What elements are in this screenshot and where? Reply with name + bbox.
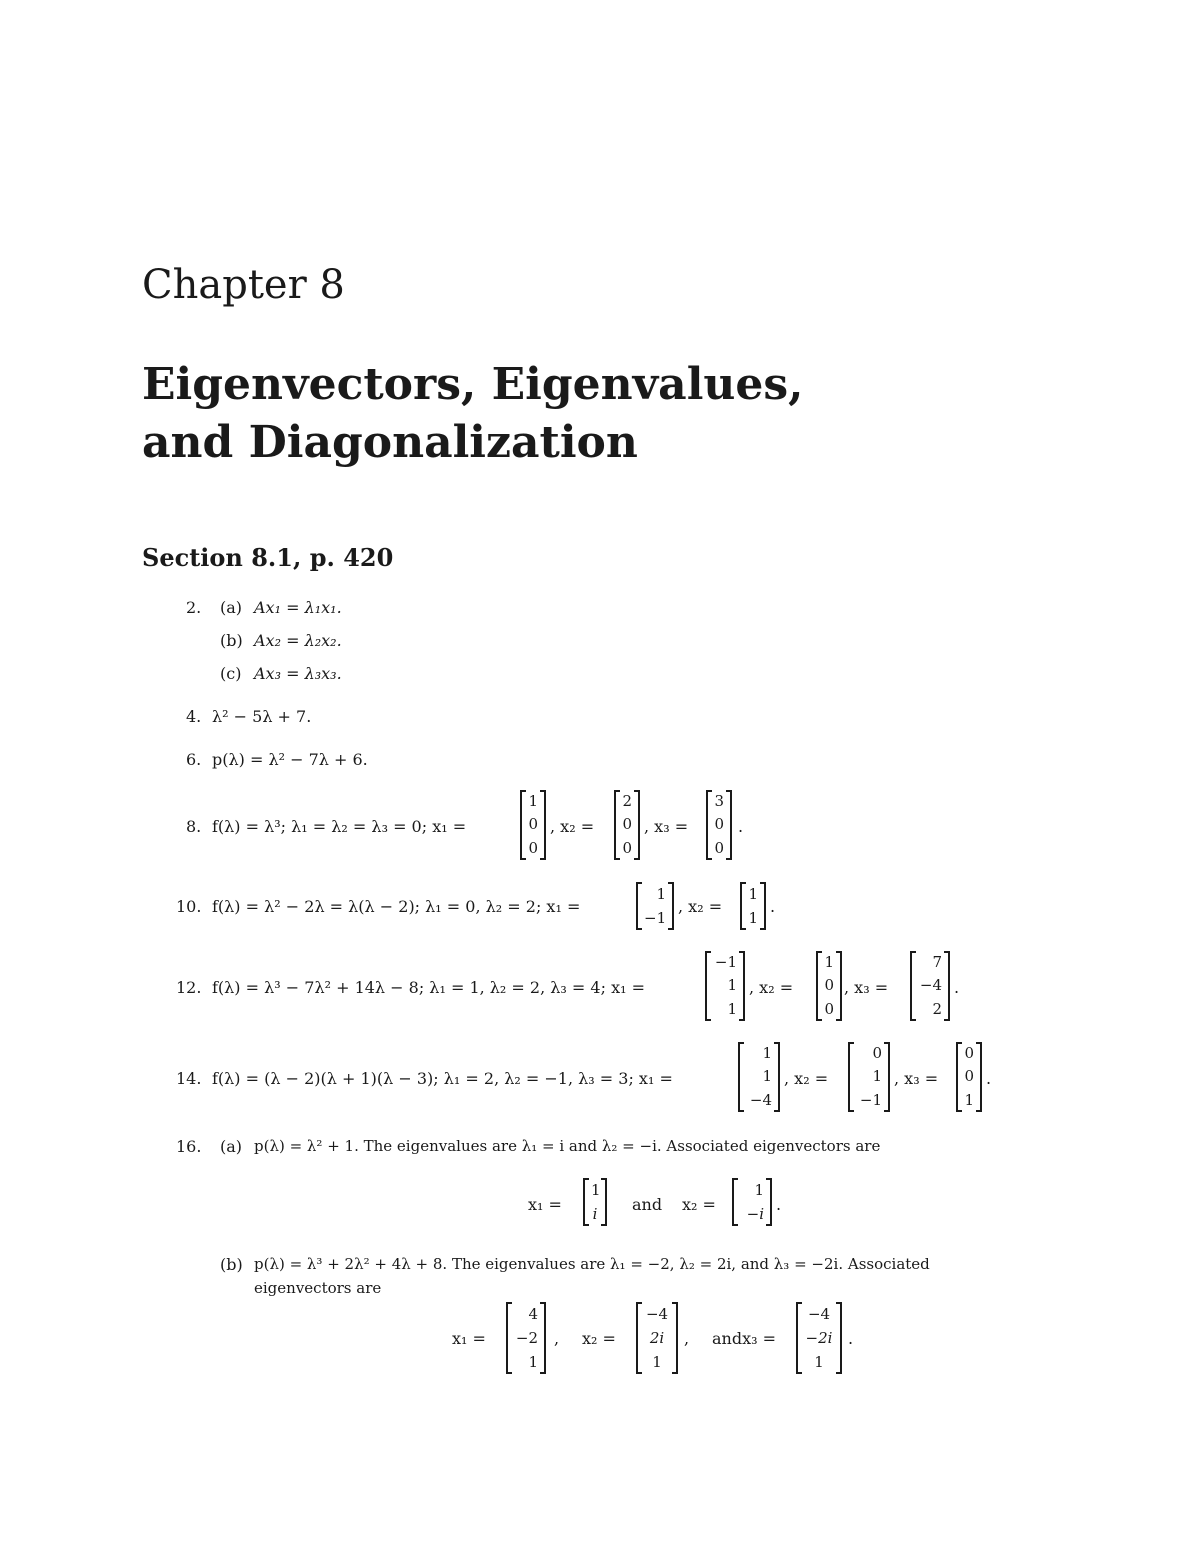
problem-16b-sep-2: , xyxy=(684,1329,690,1348)
matrix-entry: 1 xyxy=(754,1180,764,1199)
problem-16b-x3-matrix xyxy=(796,1302,842,1374)
problem-6-number: 6. xyxy=(186,750,202,769)
problem-12-x2-matrix xyxy=(816,951,842,1021)
matrix-entry: −1 xyxy=(859,1090,882,1109)
matrix-entry: −4 xyxy=(749,1090,772,1109)
problem-16a-text: p(λ) = λ² + 1. The eigenvalues are λ₁ = i and λ₂ = −i. Associated eigenvectors are xyxy=(254,1137,881,1155)
matrix-entry: −2 xyxy=(515,1328,538,1347)
matrix-entry: 1 xyxy=(656,884,666,903)
problem-8-number: 8. xyxy=(186,817,202,836)
problem-16b-label: (b) xyxy=(220,1255,243,1274)
matrix-entry: 1 xyxy=(591,1180,601,1199)
matrix-entry: 1 xyxy=(727,976,737,995)
problem-10-x1-matrix xyxy=(636,882,674,930)
problem-8-sep-x3: , x₃ = xyxy=(644,817,689,836)
problem-16b-sep-1: , xyxy=(554,1329,560,1348)
matrix-entry: 2 xyxy=(622,792,632,811)
matrix-entry: 0 xyxy=(872,1044,882,1063)
matrix-entry: 3 xyxy=(714,792,724,811)
problem-16a-and: and xyxy=(632,1195,663,1214)
problem-10-sep-x2: , x₂ = xyxy=(678,897,723,916)
matrix-entry: −4 xyxy=(919,976,942,995)
problem-12-sep-x3: , x₃ = xyxy=(844,978,889,997)
problem-12-sep-x2: , x₂ = xyxy=(749,978,794,997)
problem-16b-text: p(λ) = λ³ + 2λ² + 4λ + 8. The eigenvalues are λ₁ = −2, λ₂ = 2i, and λ₃ = −2i. Associated xyxy=(254,1255,930,1273)
chapter-title: Eigenvectors, Eigenvalues, and Diagonalization xyxy=(142,359,804,468)
problem-8-x3-matrix xyxy=(706,790,732,860)
problem-10-end: . xyxy=(770,897,776,916)
matrix-entry: 0 xyxy=(622,815,632,834)
matrix-entry: 1 xyxy=(727,999,737,1018)
matrix-entry: 0 xyxy=(528,838,538,857)
problem-12-number: 12. xyxy=(176,978,202,997)
matrix-entry: 1 xyxy=(762,1044,772,1063)
problem-2c-label: (c) xyxy=(220,664,242,683)
matrix-entry: 0 xyxy=(714,815,724,834)
matrix-entry: 0 xyxy=(714,838,724,857)
problem-14-x2-matrix xyxy=(848,1042,890,1112)
matrix-entry: −1 xyxy=(714,953,737,972)
problem-16b-x2-matrix xyxy=(636,1302,678,1374)
matrix-entry: −i xyxy=(746,1204,764,1223)
problem-16a-label: (a) xyxy=(220,1137,243,1156)
problem-16b-x1-matrix xyxy=(506,1302,546,1374)
problem-14-x1-matrix xyxy=(738,1042,780,1112)
matrix-entry: 2 xyxy=(932,999,942,1018)
problem-16a-x1-label: x₁ = xyxy=(528,1195,562,1214)
problem-14-sep-x2: , x₂ = xyxy=(784,1069,829,1088)
problem-8-text: f(λ) = λ³; λ₁ = λ₂ = λ₃ = 0; x₁ = xyxy=(212,817,467,836)
problem-14-end: . xyxy=(986,1069,992,1088)
problem-8-end: . xyxy=(738,817,744,836)
problem-16b-x1-label: x₁ = xyxy=(452,1329,486,1348)
problem-14-text: f(λ) = (λ − 2)(λ + 1)(λ − 3); λ₁ = 2, λ₂ = −1, λ₃ = 3; x₁ = xyxy=(212,1069,673,1088)
problem-16a-x2-label: x₂ = xyxy=(682,1195,716,1214)
matrix-entry: 1 xyxy=(748,884,758,903)
problem-2-number: 2. xyxy=(186,598,202,617)
problem-10-x2-matrix xyxy=(740,882,766,930)
matrix-entry: 1 xyxy=(814,1352,824,1371)
problem-2b-label: (b) xyxy=(220,631,243,650)
matrix-entry: −2i xyxy=(805,1328,833,1347)
problem-16b-text-continued: eigenvectors are xyxy=(254,1279,382,1297)
matrix-entry: 1 xyxy=(964,1090,974,1109)
problem-12-end: . xyxy=(954,978,960,997)
matrix-entry: 1 xyxy=(872,1067,882,1086)
problem-10-number: 10. xyxy=(176,897,202,916)
problem-2c-equation: Ax₃ = λ₃x₃. xyxy=(254,664,342,683)
matrix-entry: 4 xyxy=(528,1304,538,1323)
problem-16b-end: . xyxy=(848,1329,854,1348)
problem-8-x1-matrix xyxy=(520,790,546,860)
problem-2b-equation: Ax₂ = λ₂x₂. xyxy=(254,631,342,650)
matrix-entry: 2i xyxy=(649,1328,665,1347)
problem-8-sep-x2: , x₂ = xyxy=(550,817,595,836)
section-heading: Section 8.1, p. 420 xyxy=(142,543,394,572)
matrix-entry: 1 xyxy=(762,1067,772,1086)
matrix-entry: −1 xyxy=(644,908,667,927)
matrix-entry: 1 xyxy=(748,908,758,927)
problem-16-number: 16. xyxy=(176,1137,202,1156)
matrix-entry: 1 xyxy=(528,1352,538,1371)
problem-2a-equation: Ax₁ = λ₁x₁. xyxy=(254,598,342,617)
problem-16a-x2-matrix xyxy=(732,1178,772,1226)
problem-6-text: p(λ) = λ² − 7λ + 6. xyxy=(212,750,368,769)
matrix-entry: 0 xyxy=(964,1044,974,1063)
matrix-entry: i xyxy=(592,1204,598,1223)
problem-12-x1-matrix xyxy=(705,951,745,1021)
problem-14-number: 14. xyxy=(176,1069,202,1088)
matrix-entry: 1 xyxy=(528,792,538,811)
problem-10-text: f(λ) = λ² − 2λ = λ(λ − 2); λ₁ = 0, λ₂ = 2; x₁ = xyxy=(212,897,581,916)
problem-12-text: f(λ) = λ³ − 7λ² + 14λ − 8; λ₁ = 1, λ₂ = 2, λ₃ = 4; x₁ = xyxy=(212,978,645,997)
matrix-entry: 0 xyxy=(528,815,538,834)
problem-8-x2-matrix xyxy=(614,790,640,860)
matrix-entry: 0 xyxy=(824,976,834,995)
chapter-heading: Chapter 8 xyxy=(142,262,345,308)
matrix-entry: −4 xyxy=(645,1304,669,1323)
matrix-entry: 7 xyxy=(932,953,942,972)
matrix-entry: −4 xyxy=(807,1304,831,1323)
problem-16b-x2-label: x₂ = xyxy=(582,1329,616,1348)
problem-16a-end: . xyxy=(776,1195,782,1214)
matrix-entry: 0 xyxy=(964,1067,974,1086)
matrix-entry: 1 xyxy=(652,1352,662,1371)
matrix-entry: 0 xyxy=(622,838,632,857)
problem-16a-x1-matrix xyxy=(583,1178,607,1226)
matrix-entry: 0 xyxy=(824,999,834,1018)
problem-14-sep-x3: , x₃ = xyxy=(894,1069,939,1088)
matrix-entry: 1 xyxy=(824,953,834,972)
problem-4-number: 4. xyxy=(186,707,202,726)
problem-16b-x3-label: andx₃ = xyxy=(712,1329,777,1348)
problem-2a-label: (a) xyxy=(220,598,243,617)
problem-12-x3-matrix xyxy=(910,951,950,1021)
problem-14-x3-matrix xyxy=(956,1042,982,1112)
problem-4-text: λ² − 5λ + 7. xyxy=(212,707,312,726)
